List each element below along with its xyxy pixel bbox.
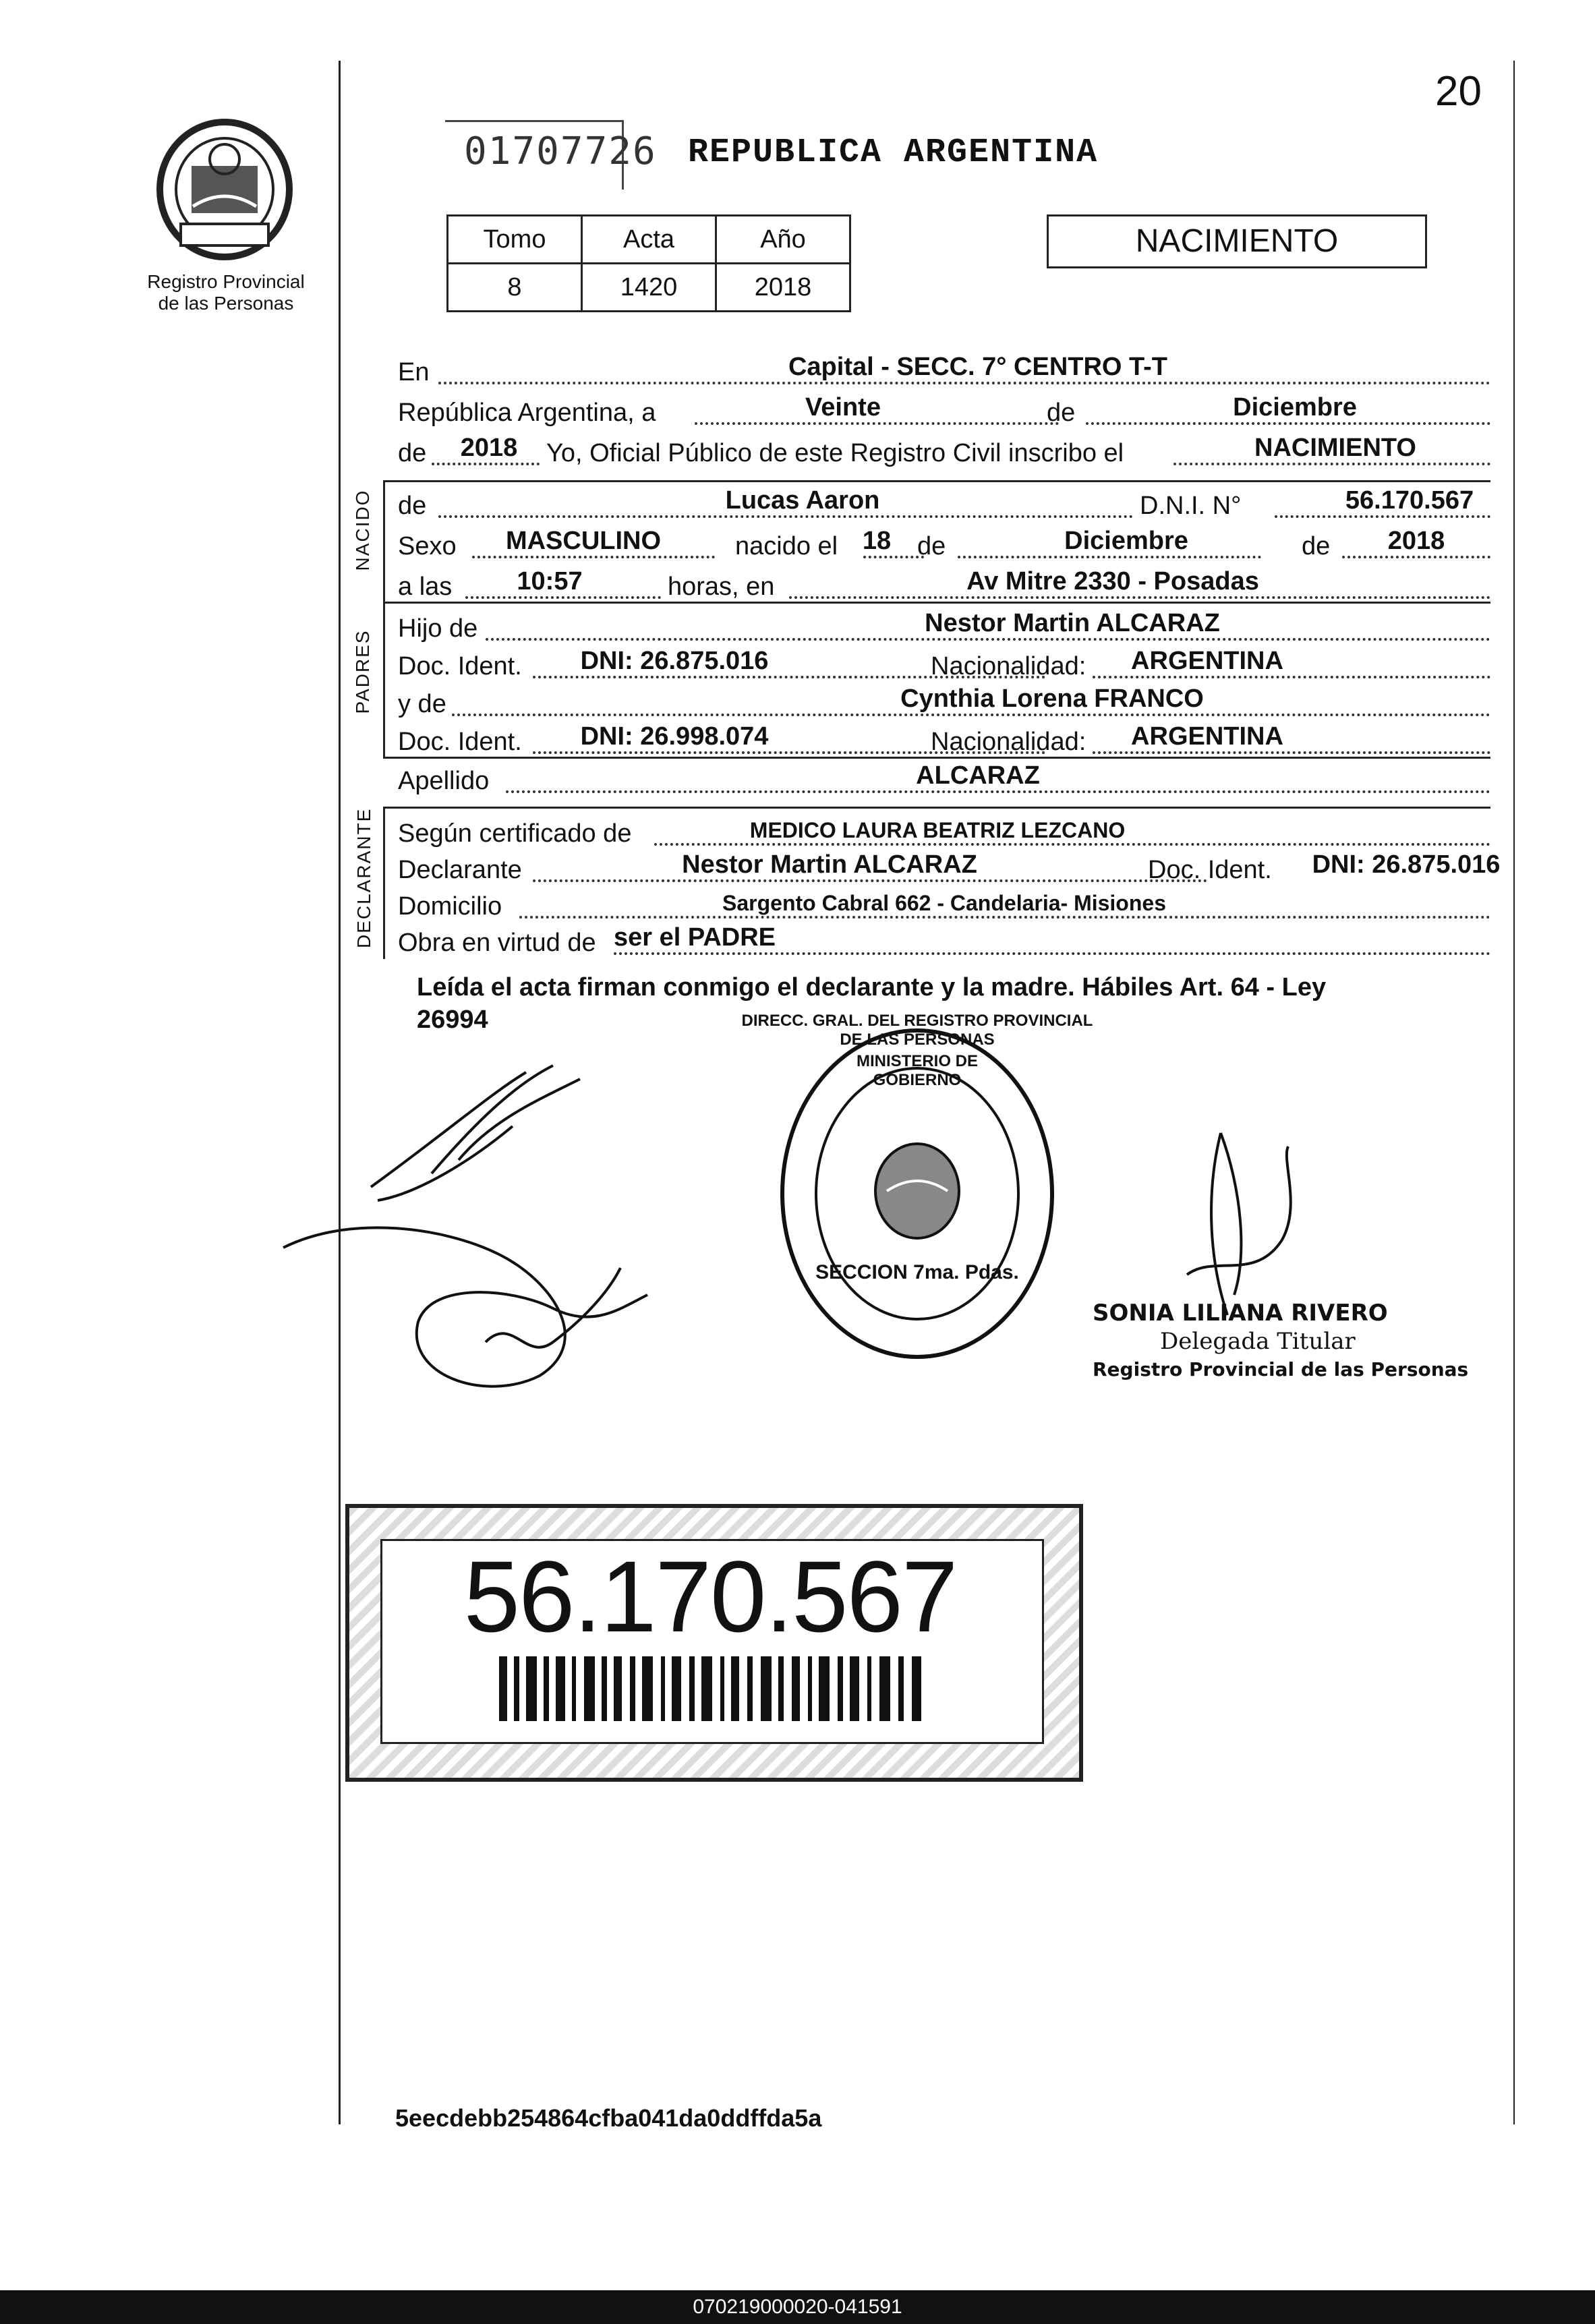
dotted-line	[519, 916, 1490, 919]
acta-header: Acta	[582, 216, 716, 264]
declarante-section-label: DECLARANTE	[353, 807, 374, 948]
row-sex	[398, 525, 1490, 561]
stamp-bottom-text: SECCION 7ma. Pdas.	[815, 1261, 1019, 1283]
month-value: Diciembre	[1233, 393, 1357, 422]
declarante-doc-value: DNI: 26.875.016	[1312, 850, 1501, 879]
serial-number: 01707726	[464, 129, 657, 173]
document-title: REPUBLICA ARGENTINA	[688, 134, 1099, 172]
dotted-line	[472, 556, 715, 558]
closing-note-line2: 26994	[417, 1006, 488, 1034]
dotted-line	[432, 463, 540, 465]
tomo-header: Tomo	[448, 216, 582, 264]
domicilio-label: Domicilio	[398, 892, 502, 921]
dotted-line	[1093, 751, 1490, 754]
row-domicilio	[398, 885, 1490, 921]
officer-name: SONIA LILIANA RIVERO	[1093, 1300, 1388, 1327]
side-bar	[383, 602, 385, 757]
birth-year-value: 2018	[1387, 527, 1445, 555]
nacido-label: nacido el	[735, 532, 838, 560]
declarante-doc-label: Doc. Ident.	[1148, 856, 1272, 884]
row-place	[398, 351, 1490, 387]
inscribe-text: Yo, Oficial Público de este Registro Civil inscribo el	[546, 439, 1124, 467]
nacido-section-label: NACIDO	[352, 489, 373, 571]
dotted-line	[863, 556, 924, 558]
section-divider	[383, 757, 1490, 759]
side-bar	[383, 807, 385, 959]
footer-code: 070219000020-041591	[0, 2290, 1595, 2324]
dotted-line	[452, 714, 1490, 716]
right-margin-line	[1513, 61, 1515, 2124]
certificado-value: MEDICO LAURA BEATRIZ LEZCANO	[749, 818, 1126, 842]
obra-value: ser el PADRE	[613, 923, 776, 952]
tomo-value: 8	[448, 264, 582, 312]
anio-header: Año	[716, 216, 850, 264]
barcode-icon	[499, 1656, 931, 1721]
nac-label: Nacionalidad:	[931, 728, 1086, 756]
day-words-value: Veinte	[805, 393, 881, 422]
registry-caption-line2: de las Personas	[158, 293, 294, 314]
side-bar	[383, 480, 385, 602]
section-divider	[383, 807, 1490, 809]
de-label: de	[1047, 399, 1076, 427]
dotted-line	[486, 638, 1490, 641]
mother-doc-value: DNI: 26.998.074	[580, 722, 769, 751]
birth-month-value: Diciembre	[1064, 527, 1188, 555]
dotted-line	[695, 422, 1059, 425]
inscribed-value: NACIMIENTO	[1254, 434, 1416, 462]
row-obra	[398, 921, 1490, 958]
doc-label: Doc. Ident.	[398, 728, 522, 756]
declarante-name-value: Nestor Martin ALCARAZ	[682, 850, 977, 879]
dotted-line	[1093, 676, 1490, 678]
row-declarante	[398, 848, 1501, 885]
document-hash: 5eecdebb254864cfba041da0ddffda5a	[395, 2104, 822, 2132]
country-label: República Argentina, a	[398, 399, 656, 427]
stamp-outer-text: DIRECC. GRAL. DEL REGISTRO PROVINCIAL DE LAS PERSONAS	[741, 1012, 1093, 1049]
de-label: de	[917, 532, 946, 560]
nac-label: Nacionalidad:	[931, 652, 1086, 680]
officer-block	[1093, 1299, 1468, 1384]
en-label: En	[398, 358, 430, 386]
father-name-value: Nestor Martin ALCARAZ	[925, 609, 1220, 637]
dotted-line	[533, 879, 1207, 882]
domicilio-value: Sargento Cabral 662 - Candelaria- Misiones	[722, 891, 1166, 915]
row-father-doc	[398, 645, 1490, 681]
row-mother	[398, 682, 1490, 719]
dotted-line	[438, 515, 1133, 518]
left-signatures-icon	[270, 1025, 755, 1403]
dotted-line	[1342, 556, 1490, 558]
row-father	[398, 607, 1490, 643]
place-value: Capital - SECC. 7° CENTRO T-T	[788, 353, 1168, 381]
year-value: 2018	[460, 434, 518, 462]
dotted-line	[438, 382, 1490, 384]
father-doc-value: DNI: 26.875.016	[580, 647, 769, 675]
nacido-de-label: de	[398, 492, 427, 520]
apellido-label: Apellido	[398, 767, 490, 795]
alas-label: a las	[398, 573, 453, 601]
dni-label: D.N.I. N°	[1140, 492, 1242, 520]
section-divider	[383, 480, 1490, 482]
mother-name-value: Cynthia Lorena FRANCO	[900, 685, 1204, 713]
segun-label: Según certificado de	[398, 819, 632, 848]
apellido-value: ALCARAZ	[916, 761, 1040, 790]
dotted-line	[958, 556, 1261, 558]
sexo-label: Sexo	[398, 532, 457, 560]
dotted-line	[614, 952, 1490, 955]
dotted-line	[465, 596, 661, 599]
birth-place-value: Av Mitre 2330 - Posadas	[966, 567, 1259, 595]
row-date	[398, 391, 1490, 428]
dotted-line	[789, 596, 1490, 599]
birth-day-value: 18	[862, 527, 892, 555]
row-certificado	[398, 812, 1490, 848]
officer-signature-icon	[1147, 1120, 1322, 1322]
record-table	[446, 214, 851, 312]
row-name	[398, 484, 1490, 521]
de2-label: de	[398, 439, 427, 467]
dotted-line	[1086, 422, 1490, 425]
row-apellido	[398, 759, 1490, 796]
sexo-value: MASCULINO	[505, 527, 662, 555]
de-label: de	[1302, 532, 1331, 560]
acta-value: 1420	[582, 264, 716, 312]
birth-time-value: 10:57	[517, 567, 583, 595]
row-mother-doc	[398, 720, 1490, 757]
padres-section-label: PADRES	[352, 629, 373, 714]
row-time	[398, 565, 1490, 602]
row-inscribe	[398, 432, 1490, 468]
stamp-inner-text: MINISTERIO DE GOBIERNO	[856, 1052, 978, 1089]
anio-value: 2018	[716, 264, 850, 312]
section-divider	[383, 602, 1490, 604]
dni-sticker-number: 56.170.567	[463, 1540, 957, 1653]
dotted-line	[1275, 515, 1490, 518]
horas-label: horas, en	[668, 573, 775, 601]
dotted-line	[1173, 463, 1490, 465]
page-number: 20	[1435, 68, 1482, 115]
mother-nat-value: ARGENTINA	[1131, 722, 1283, 751]
child-name-value: Lucas Aaron	[725, 486, 880, 515]
dotted-line	[654, 843, 1490, 846]
officer-role: Delegada Titular	[1160, 1328, 1356, 1355]
doc-label: Doc. Ident.	[398, 652, 522, 680]
hijo-label: Hijo de	[398, 614, 478, 643]
registry-caption-line1: Registro Provincial	[147, 271, 305, 292]
closing-note-line1: Leída el acta firman conmigo el declarante y la madre. Hábiles Art. 64 - Ley	[417, 973, 1327, 1001]
registry-caption	[128, 271, 324, 314]
province-seal-icon	[154, 119, 295, 260]
dotted-line	[506, 790, 1490, 793]
father-nat-value: ARGENTINA	[1131, 647, 1283, 675]
record-type-box: NACIMIENTO	[1047, 214, 1427, 268]
obra-label: Obra en virtud de	[398, 929, 596, 957]
yde-label: y de	[398, 690, 446, 718]
officer-office: Registro Provincial de las Personas	[1093, 1358, 1469, 1381]
child-dni-value: 56.170.567	[1345, 486, 1474, 515]
declarante-label: Declarante	[398, 856, 522, 884]
